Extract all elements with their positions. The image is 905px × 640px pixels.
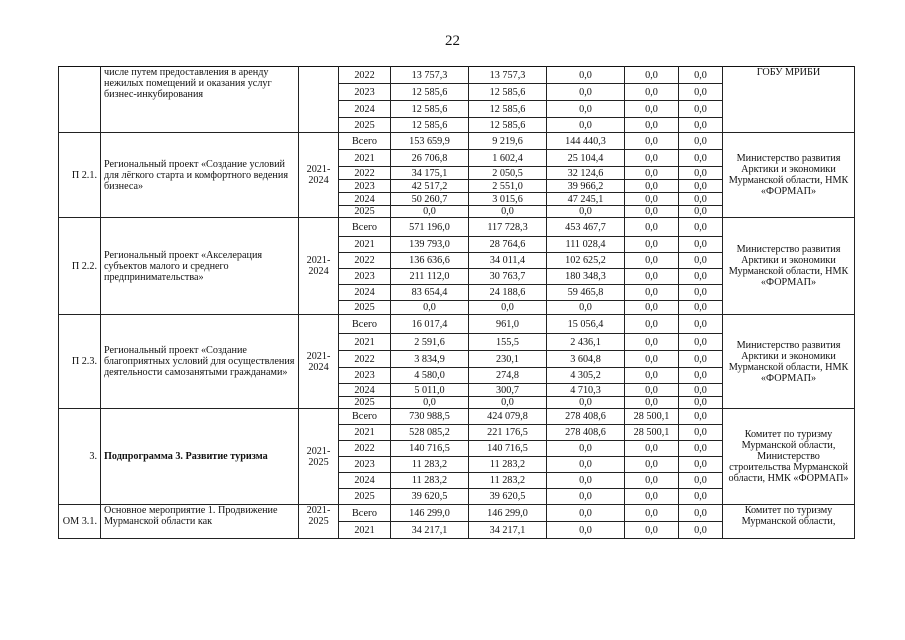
- total-value: 139 793,0: [391, 237, 469, 253]
- regional-budget-value: 146 299,0: [469, 505, 547, 522]
- regional-budget-value: 12 585,6: [469, 101, 547, 118]
- regional-budget-value: 117 728,3: [469, 218, 547, 237]
- other-sources-value: 0,0: [679, 334, 723, 351]
- table-row: [59, 133, 855, 150]
- federal-budget-value: 4 710,3: [547, 384, 625, 397]
- year-cell: 2021: [339, 522, 391, 539]
- local-budget-value: 0,0: [625, 237, 679, 253]
- regional-budget-value: 300,7: [469, 384, 547, 397]
- total-value: 12 585,6: [391, 84, 469, 101]
- row-code: 3.: [59, 409, 101, 505]
- year-cell: 2022: [339, 167, 391, 180]
- local-budget-value: 0,0: [625, 505, 679, 522]
- federal-budget-value: 0,0: [547, 473, 625, 489]
- total-value: 0,0: [391, 301, 469, 315]
- regional-budget-value: 28 764,6: [469, 237, 547, 253]
- federal-budget-value: 111 028,4: [547, 237, 625, 253]
- federal-budget-value: 25 104,4: [547, 150, 625, 167]
- federal-budget-value: 59 465,8: [547, 285, 625, 301]
- implementation-period: [299, 67, 339, 133]
- executor: ГОБУ МРИБИ: [723, 67, 855, 133]
- total-value: 34 175,1: [391, 167, 469, 180]
- year-cell: 2021: [339, 150, 391, 167]
- row-code: П 2.1.: [59, 133, 101, 218]
- year-cell: 2025: [339, 301, 391, 315]
- other-sources-value: 0,0: [679, 285, 723, 301]
- other-sources-value: 0,0: [679, 301, 723, 315]
- year-cell: 2022: [339, 253, 391, 269]
- federal-budget-value: 0,0: [547, 118, 625, 133]
- local-budget-value: 0,0: [625, 180, 679, 193]
- total-value: 4 580,0: [391, 368, 469, 384]
- year-cell: 2022: [339, 351, 391, 368]
- local-budget-value: 28 500,1: [625, 409, 679, 425]
- other-sources-value: 0,0: [679, 457, 723, 473]
- other-sources-value: 0,0: [679, 505, 723, 522]
- other-sources-value: 0,0: [679, 368, 723, 384]
- local-budget-value: 0,0: [625, 384, 679, 397]
- federal-budget-value: 0,0: [547, 505, 625, 522]
- local-budget-value: 0,0: [625, 269, 679, 285]
- year-cell: 2024: [339, 384, 391, 397]
- other-sources-value: 0,0: [679, 351, 723, 368]
- local-budget-value: 0,0: [625, 167, 679, 180]
- other-sources-value: 0,0: [679, 473, 723, 489]
- measure-name: Подпрограмма 3. Развитие туризма: [101, 409, 299, 505]
- year-cell: 2024: [339, 101, 391, 118]
- local-budget-value: 0,0: [625, 457, 679, 473]
- local-budget-value: 0,0: [625, 133, 679, 150]
- year-cell: 2025: [339, 206, 391, 218]
- total-value: 5 011,0: [391, 384, 469, 397]
- total-value: 26 706,8: [391, 150, 469, 167]
- regional-budget-value: 2 050,5: [469, 167, 547, 180]
- year-cell: 2025: [339, 489, 391, 505]
- total-value: 16 017,4: [391, 315, 469, 334]
- other-sources-value: 0,0: [679, 193, 723, 206]
- year-cell: Всего: [339, 409, 391, 425]
- local-budget-value: 0,0: [625, 84, 679, 101]
- regional-budget-value: 39 620,5: [469, 489, 547, 505]
- other-sources-value: 0,0: [679, 150, 723, 167]
- year-cell: 2023: [339, 180, 391, 193]
- local-budget-value: 0,0: [625, 473, 679, 489]
- total-value: 571 196,0: [391, 218, 469, 237]
- total-value: 13 757,3: [391, 67, 469, 84]
- other-sources-value: 0,0: [679, 180, 723, 193]
- year-cell: 2023: [339, 457, 391, 473]
- total-value: 50 260,7: [391, 193, 469, 206]
- measure-name: Региональный проект «Создание благоприятных условий для осуществления деятельности самозанятыми гражданами»: [101, 315, 299, 409]
- local-budget-value: 0,0: [625, 351, 679, 368]
- regional-budget-value: 274,8: [469, 368, 547, 384]
- total-value: 2 591,6: [391, 334, 469, 351]
- year-cell: 2023: [339, 269, 391, 285]
- local-budget-value: 0,0: [625, 193, 679, 206]
- federal-budget-value: 47 245,1: [547, 193, 625, 206]
- regional-budget-value: 0,0: [469, 397, 547, 409]
- executor: Министерство развития Арктики и экономики Мурманской области, НМК «ФОРМАП»: [723, 133, 855, 218]
- executor: Министерство развития Арктики и экономики Мурманской области, НМК «ФОРМАП»: [723, 218, 855, 315]
- total-value: 211 112,0: [391, 269, 469, 285]
- other-sources-value: 0,0: [679, 425, 723, 441]
- measure-name: числе путем предоставления в аренду нежилых помещений и оказания услуг бизнес-инкубирования: [101, 67, 299, 133]
- local-budget-value: 0,0: [625, 368, 679, 384]
- other-sources-value: 0,0: [679, 441, 723, 457]
- federal-budget-value: 39 966,2: [547, 180, 625, 193]
- year-cell: Всего: [339, 505, 391, 522]
- local-budget-value: 0,0: [625, 218, 679, 237]
- year-cell: 2021: [339, 334, 391, 351]
- federal-budget-value: 0,0: [547, 206, 625, 218]
- local-budget-value: 0,0: [625, 118, 679, 133]
- federal-budget-value: 0,0: [547, 101, 625, 118]
- other-sources-value: 0,0: [679, 315, 723, 334]
- total-value: 11 283,2: [391, 473, 469, 489]
- total-value: 83 654,4: [391, 285, 469, 301]
- year-cell: 2022: [339, 441, 391, 457]
- regional-budget-value: 961,0: [469, 315, 547, 334]
- federal-budget-value: 0,0: [547, 301, 625, 315]
- implementation-period: 2021-2024: [299, 315, 339, 409]
- total-value: 42 517,2: [391, 180, 469, 193]
- table-row: [59, 218, 855, 237]
- federal-budget-value: 144 440,3: [547, 133, 625, 150]
- other-sources-value: 0,0: [679, 269, 723, 285]
- year-cell: 2024: [339, 285, 391, 301]
- regional-budget-value: 1 602,4: [469, 150, 547, 167]
- executor: Комитет по туризму Мурманской области, Министерство строительства Мурманской области, НМК «ФОРМАП»: [723, 409, 855, 505]
- row-code: П 2.2.: [59, 218, 101, 315]
- other-sources-value: 0,0: [679, 384, 723, 397]
- other-sources-value: 0,0: [679, 67, 723, 84]
- federal-budget-value: 0,0: [547, 457, 625, 473]
- row-code: П 2.3.: [59, 315, 101, 409]
- year-cell: Всего: [339, 315, 391, 334]
- other-sources-value: 0,0: [679, 218, 723, 237]
- total-value: 34 217,1: [391, 522, 469, 539]
- total-value: 3 834,9: [391, 351, 469, 368]
- measure-name: Основное мероприятие 1. Продвижение Мурманской области как: [101, 505, 299, 539]
- year-cell: 2021: [339, 237, 391, 253]
- other-sources-value: 0,0: [679, 118, 723, 133]
- regional-budget-value: 221 176,5: [469, 425, 547, 441]
- federal-budget-value: 0,0: [547, 522, 625, 539]
- total-value: 730 988,5: [391, 409, 469, 425]
- total-value: 146 299,0: [391, 505, 469, 522]
- total-value: 0,0: [391, 397, 469, 409]
- federal-budget-value: 278 408,6: [547, 409, 625, 425]
- total-value: 12 585,6: [391, 118, 469, 133]
- other-sources-value: 0,0: [679, 206, 723, 218]
- other-sources-value: 0,0: [679, 237, 723, 253]
- other-sources-value: 0,0: [679, 167, 723, 180]
- total-value: 39 620,5: [391, 489, 469, 505]
- implementation-period: 2021-2025: [299, 505, 339, 539]
- regional-budget-value: 2 551,0: [469, 180, 547, 193]
- regional-budget-value: 140 716,5: [469, 441, 547, 457]
- other-sources-value: 0,0: [679, 133, 723, 150]
- federal-budget-value: 278 408,6: [547, 425, 625, 441]
- total-value: 153 659,9: [391, 133, 469, 150]
- total-value: 528 085,2: [391, 425, 469, 441]
- regional-budget-value: 0,0: [469, 301, 547, 315]
- local-budget-value: 0,0: [625, 253, 679, 269]
- year-cell: Всего: [339, 218, 391, 237]
- federal-budget-value: 0,0: [547, 441, 625, 457]
- year-cell: 2024: [339, 473, 391, 489]
- other-sources-value: 0,0: [679, 522, 723, 539]
- local-budget-value: 0,0: [625, 489, 679, 505]
- implementation-period: 2021-2024: [299, 218, 339, 315]
- year-cell: 2023: [339, 368, 391, 384]
- regional-budget-value: 34 011,4: [469, 253, 547, 269]
- other-sources-value: 0,0: [679, 101, 723, 118]
- local-budget-value: 0,0: [625, 150, 679, 167]
- other-sources-value: 0,0: [679, 409, 723, 425]
- total-value: 136 636,6: [391, 253, 469, 269]
- local-budget-value: 0,0: [625, 101, 679, 118]
- year-cell: 2023: [339, 84, 391, 101]
- regional-budget-value: 11 283,2: [469, 473, 547, 489]
- federal-budget-value: 102 625,2: [547, 253, 625, 269]
- regional-budget-value: 13 757,3: [469, 67, 547, 84]
- total-value: 0,0: [391, 206, 469, 218]
- table-row: [59, 409, 855, 425]
- local-budget-value: 0,0: [625, 397, 679, 409]
- page-number: 22: [445, 33, 460, 49]
- year-cell: 2025: [339, 118, 391, 133]
- year-cell: 2025: [339, 397, 391, 409]
- local-budget-value: 0,0: [625, 441, 679, 457]
- regional-budget-value: 11 283,2: [469, 457, 547, 473]
- federal-budget-value: 0,0: [547, 84, 625, 101]
- other-sources-value: 0,0: [679, 253, 723, 269]
- regional-budget-value: 24 188,6: [469, 285, 547, 301]
- federal-budget-value: 453 467,7: [547, 218, 625, 237]
- local-budget-value: 0,0: [625, 285, 679, 301]
- local-budget-value: 0,0: [625, 301, 679, 315]
- table-row: [59, 67, 855, 84]
- regional-budget-value: 230,1: [469, 351, 547, 368]
- local-budget-value: 28 500,1: [625, 425, 679, 441]
- local-budget-value: 0,0: [625, 315, 679, 334]
- other-sources-value: 0,0: [679, 397, 723, 409]
- federal-budget-value: 0,0: [547, 67, 625, 84]
- row-code: ОМ 3.1.: [59, 505, 101, 539]
- regional-budget-value: 155,5: [469, 334, 547, 351]
- federal-budget-value: 2 436,1: [547, 334, 625, 351]
- year-cell: 2024: [339, 193, 391, 206]
- local-budget-value: 0,0: [625, 67, 679, 84]
- executor: Комитет по туризму Мурманской области,: [723, 505, 855, 539]
- row-code: [59, 67, 101, 133]
- measure-name: Региональный проект «Акселерация субъектов малого и среднего предпринимательства»: [101, 218, 299, 315]
- implementation-period: 2021-2024: [299, 133, 339, 218]
- measure-name: Региональный проект «Создание условий для лёгкого старта и комфортного ведения бизнеса»: [101, 133, 299, 218]
- total-value: 11 283,2: [391, 457, 469, 473]
- table-row: [59, 505, 855, 522]
- implementation-period: 2021-2025: [299, 409, 339, 505]
- regional-budget-value: 12 585,6: [469, 84, 547, 101]
- federal-budget-value: 0,0: [547, 489, 625, 505]
- local-budget-value: 0,0: [625, 522, 679, 539]
- regional-budget-value: 30 763,7: [469, 269, 547, 285]
- year-cell: 2021: [339, 425, 391, 441]
- regional-budget-value: 9 219,6: [469, 133, 547, 150]
- other-sources-value: 0,0: [679, 84, 723, 101]
- budget-table: [58, 66, 855, 539]
- total-value: 140 716,5: [391, 441, 469, 457]
- regional-budget-value: 424 079,8: [469, 409, 547, 425]
- year-cell: Всего: [339, 133, 391, 150]
- executor: Министерство развития Арктики и экономики Мурманской области, НМК «ФОРМАП»: [723, 315, 855, 409]
- federal-budget-value: 0,0: [547, 397, 625, 409]
- federal-budget-value: 15 056,4: [547, 315, 625, 334]
- year-cell: 2022: [339, 67, 391, 84]
- regional-budget-value: 12 585,6: [469, 118, 547, 133]
- total-value: 12 585,6: [391, 101, 469, 118]
- local-budget-value: 0,0: [625, 334, 679, 351]
- local-budget-value: 0,0: [625, 206, 679, 218]
- federal-budget-value: 4 305,2: [547, 368, 625, 384]
- table-body: [59, 67, 855, 539]
- regional-budget-value: 0,0: [469, 206, 547, 218]
- federal-budget-value: 3 604,8: [547, 351, 625, 368]
- federal-budget-value: 32 124,6: [547, 167, 625, 180]
- table-row: [59, 315, 855, 334]
- other-sources-value: 0,0: [679, 489, 723, 505]
- regional-budget-value: 3 015,6: [469, 193, 547, 206]
- regional-budget-value: 34 217,1: [469, 522, 547, 539]
- federal-budget-value: 180 348,3: [547, 269, 625, 285]
